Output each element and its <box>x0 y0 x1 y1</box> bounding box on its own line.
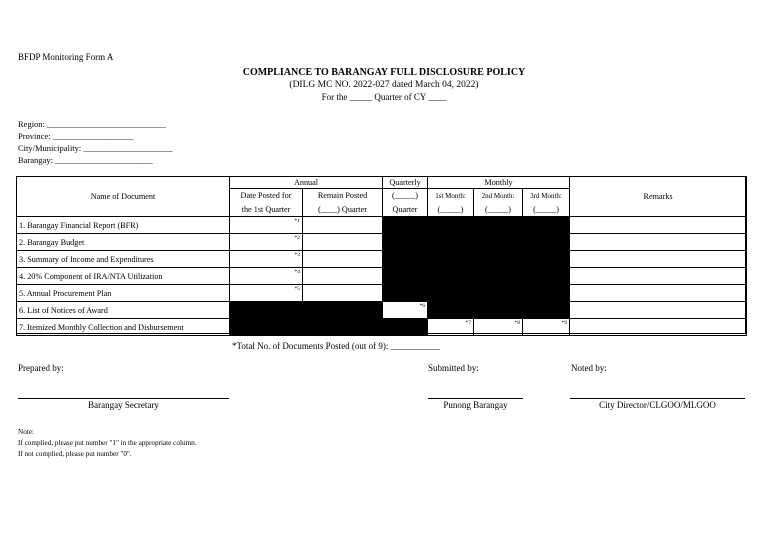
blacked-cell <box>383 319 428 336</box>
mark-cell: *4 <box>230 268 303 285</box>
blacked-cell <box>428 268 474 285</box>
remarks-cell <box>570 319 747 336</box>
prepared-by-label: Prepared by: <box>18 363 64 373</box>
row-label: 1. Barangay Financial Report (BFR) <box>17 217 230 234</box>
remarks-cell <box>570 285 747 302</box>
monthly-header: Monthly <box>428 177 570 189</box>
noted-by-name: City Director/CLGOO/MLGOO <box>599 400 716 410</box>
submitted-signature-line <box>428 398 523 399</box>
date-posted-subheader: the 1st Quarter <box>230 202 303 217</box>
remain-posted-header: Remain Posted <box>303 189 383 203</box>
row-label: 3. Summary of Income and Expenditures <box>17 251 230 268</box>
remarks-header: Remarks <box>570 177 747 217</box>
blacked-cell <box>428 285 474 302</box>
row-label: 2. Barangay Budget <box>17 234 230 251</box>
blacked-cell <box>523 302 570 319</box>
blacked-cell <box>383 217 428 234</box>
city-field: City/Municipality: _____________________ <box>18 143 173 153</box>
remain-cell <box>303 217 383 234</box>
reporting-period: For the _____ Quarter of CY ____ <box>321 92 447 102</box>
blacked-cell <box>383 251 428 268</box>
remarks-cell <box>570 234 747 251</box>
noted-by-label: Noted by: <box>571 363 607 373</box>
noted-signature-line <box>570 398 745 399</box>
remarks-cell <box>570 268 747 285</box>
remarks-cell <box>570 302 747 319</box>
quarterly-header: Quarterly <box>383 177 428 189</box>
submitted-by-name: Punong Barangay <box>443 400 508 410</box>
quarterly-subheader: Quarter <box>383 202 428 217</box>
blacked-cell <box>383 268 428 285</box>
row-label: 7. Itemized Monthly Collection and Disbursement <box>17 319 230 336</box>
blacked-cell <box>523 268 570 285</box>
blacked-cell <box>523 217 570 234</box>
mark-cell: *7 <box>428 319 474 336</box>
note-line-2: If not complied, please put number "0". <box>18 450 132 458</box>
note-heading: Note: <box>18 428 34 436</box>
blacked-cell <box>383 285 428 302</box>
barangay-field: Barangay: _______________________ <box>18 155 153 165</box>
row-label: 6. List of Notices of Award <box>17 302 230 319</box>
blacked-cell <box>428 302 474 319</box>
month-2-header: 2nd Month: <box>474 189 523 203</box>
date-posted-header: Date Posted for <box>230 189 303 203</box>
note-line-1: If complied, please put number "1" in the appropriate column. <box>18 439 197 447</box>
blacked-cell <box>428 251 474 268</box>
month-3-header: 3rd Month: <box>523 189 570 203</box>
blacked-cell <box>523 251 570 268</box>
remain-posted-subheader: (____) Quarter <box>303 202 383 217</box>
blacked-cell <box>474 217 523 234</box>
blacked-cell <box>523 234 570 251</box>
mark-cell: *3 <box>230 251 303 268</box>
region-field: Region: ____________________________ <box>18 119 167 129</box>
province-field: Province: ___________________ <box>18 131 134 141</box>
row-label: 4. 20% Component of IRA/NTA Utilization <box>17 268 230 285</box>
blacked-cell <box>474 302 523 319</box>
mark-cell: *5 <box>230 285 303 302</box>
remain-cell <box>303 285 383 302</box>
month-3-blank: (_____) <box>523 202 570 217</box>
remain-cell <box>303 251 383 268</box>
month-2-blank: (_____) <box>474 202 523 217</box>
memo-circular-reference: (DILG MC NO. 2022-027 dated March 04, 2022) <box>289 80 479 90</box>
mark-cell: *2 <box>230 234 303 251</box>
total-documents-posted: *Total No. of Documents Posted (out of 9): ___________ <box>232 341 441 351</box>
remain-cell <box>303 268 383 285</box>
blacked-cell <box>474 234 523 251</box>
blacked-cell <box>474 285 523 302</box>
name-of-document-header: Name of Document <box>17 177 230 217</box>
month-1-blank: (_____) <box>428 202 474 217</box>
blacked-cell <box>428 234 474 251</box>
mark-cell: *1 <box>230 217 303 234</box>
remain-cell <box>303 234 383 251</box>
blacked-cell <box>523 285 570 302</box>
blacked-cell <box>230 319 303 336</box>
remarks-cell <box>570 217 747 234</box>
row-label: 5. Annual Procurement Plan <box>17 285 230 302</box>
compliance-table <box>16 176 747 336</box>
blacked-cell <box>474 251 523 268</box>
blacked-cell <box>474 268 523 285</box>
remarks-cell <box>570 251 747 268</box>
mark-cell: *6 <box>383 302 428 319</box>
month-1-header: 1st Month: <box>428 189 474 203</box>
mark-cell: *8 <box>474 319 523 336</box>
blacked-cell <box>230 302 303 319</box>
blacked-cell <box>383 234 428 251</box>
blacked-cell <box>303 302 383 319</box>
form-id: BFDP Monitoring Form A <box>18 52 114 62</box>
blacked-cell <box>303 319 383 336</box>
submitted-by-label: Submitted by: <box>428 363 479 373</box>
quarterly-blank: (_____) <box>383 189 428 203</box>
prepared-signature-line <box>18 398 229 399</box>
prepared-by-name: Barangay Secretary <box>88 400 159 410</box>
mark-cell: *9 <box>523 319 570 336</box>
page-title: COMPLIANCE TO BARANGAY FULL DISCLOSURE POLICY <box>242 67 526 78</box>
annual-header: Annual <box>230 177 383 189</box>
blacked-cell <box>428 217 474 234</box>
